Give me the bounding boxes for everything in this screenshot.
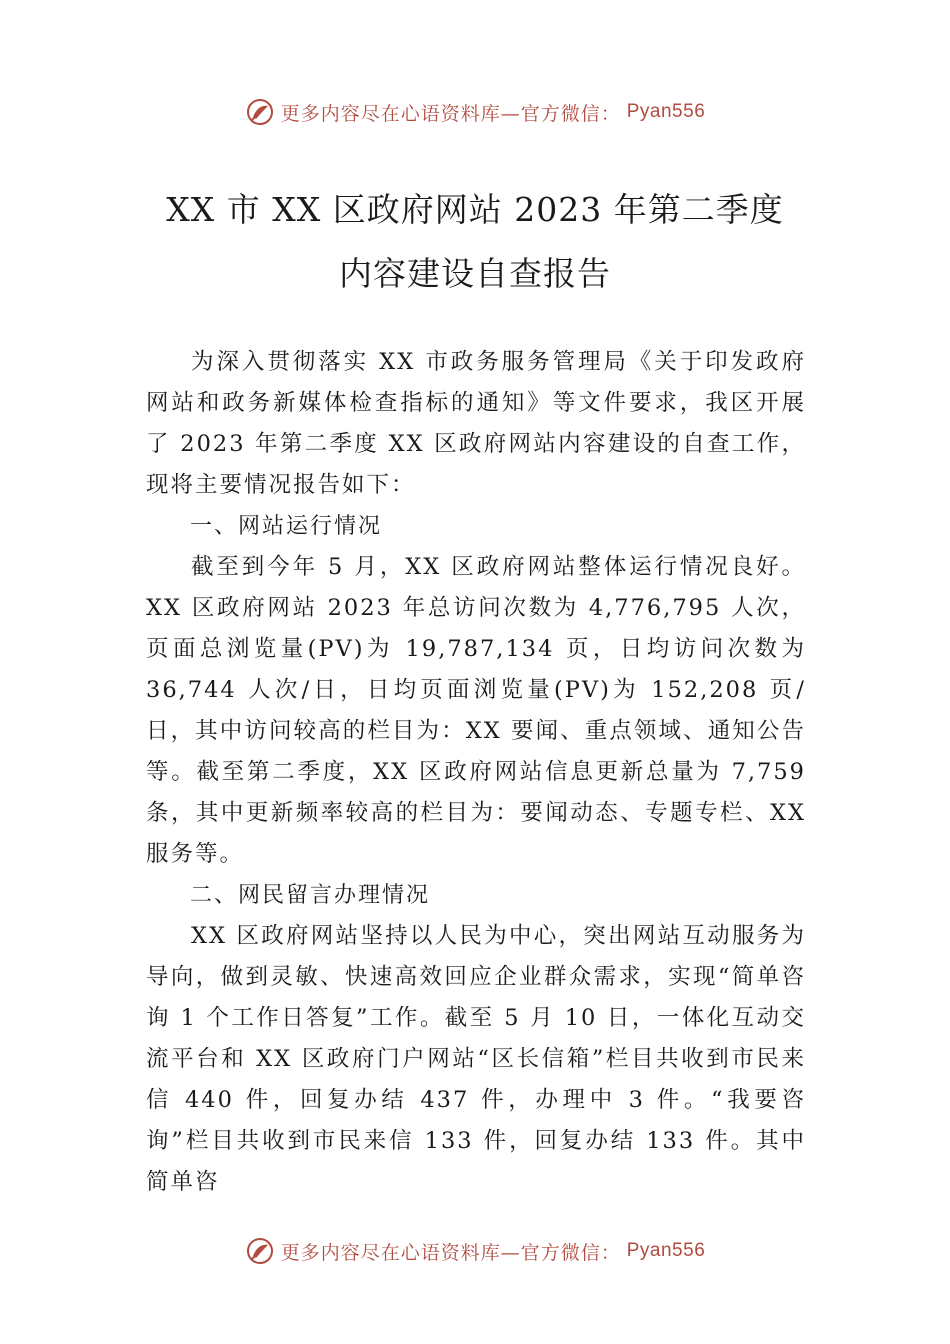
- watermark-bottom: [0, 1236, 950, 1266]
- document-title-line1: XX 市 XX 区政府网站 2023 年第二季度: [166, 190, 784, 229]
- watermark-top: [0, 97, 950, 127]
- watermark-handle: Pyan556: [626, 1240, 706, 1261]
- document-body: [146, 342, 806, 1203]
- watermark-text: 更多内容尽在心语资料库—官方微信：: [280, 1241, 621, 1264]
- logo-icon: [245, 97, 275, 127]
- watermark-handle: Pyan556: [626, 101, 706, 122]
- logo-icon: [245, 1236, 275, 1266]
- watermark-text: 更多内容尽在心语资料库—官方微信：: [280, 102, 621, 125]
- section-heading-1: 一、网站运行情况: [190, 514, 383, 539]
- section1-paragraph: 截至到今年 5 月，XX 区政府网站整体运行情况良好。XX 区政府网站 2023 年总访问次数为 4,776,795 人次，页面总浏览量(PV)为 19,787,134 页，日均访问次数为 36,744 人次/日，日均页面浏览量(PV)为 152,208 页/日，其中访问较高的栏目为：XX 要闻、重点领域、通知公告等。截至第二季度，XX 区政府网站信息更新总量为 7,759 条，其中更新频率较高的栏目为：要闻动态、专题专栏、XX 服务等。: [146, 554, 806, 867]
- section2-paragraph: XX 区政府网站坚持以人民为中心，突出网站互动服务为导向，做到灵敏、快速高效回应企业群众需求，实现“简单咨询 1 个工作日答复”工作。截至 5 月 10 日，一体化互动交流平台和 XX 区政府门户网站“区长信箱”栏目共收到市民来信 440 件，回复办结 437 件，办理中 3 件。“我要咨询”栏目共收到市民来信 133 件，回复办结 133 件。其中简单咨: [146, 923, 806, 1195]
- document-title-line2: 内容建设自查报告: [339, 254, 611, 293]
- intro-paragraph: 为深入贯彻落实 XX 市政务服务管理局《关于印发政府网站和政务新媒体检查指标的通知》等文件要求，我区开展了 2023 年第二季度 XX 区政府网站内容建设的自查工作，现将主要情况报告如下：: [146, 349, 806, 498]
- section-heading-2: 二、网民留言办理情况: [190, 883, 431, 908]
